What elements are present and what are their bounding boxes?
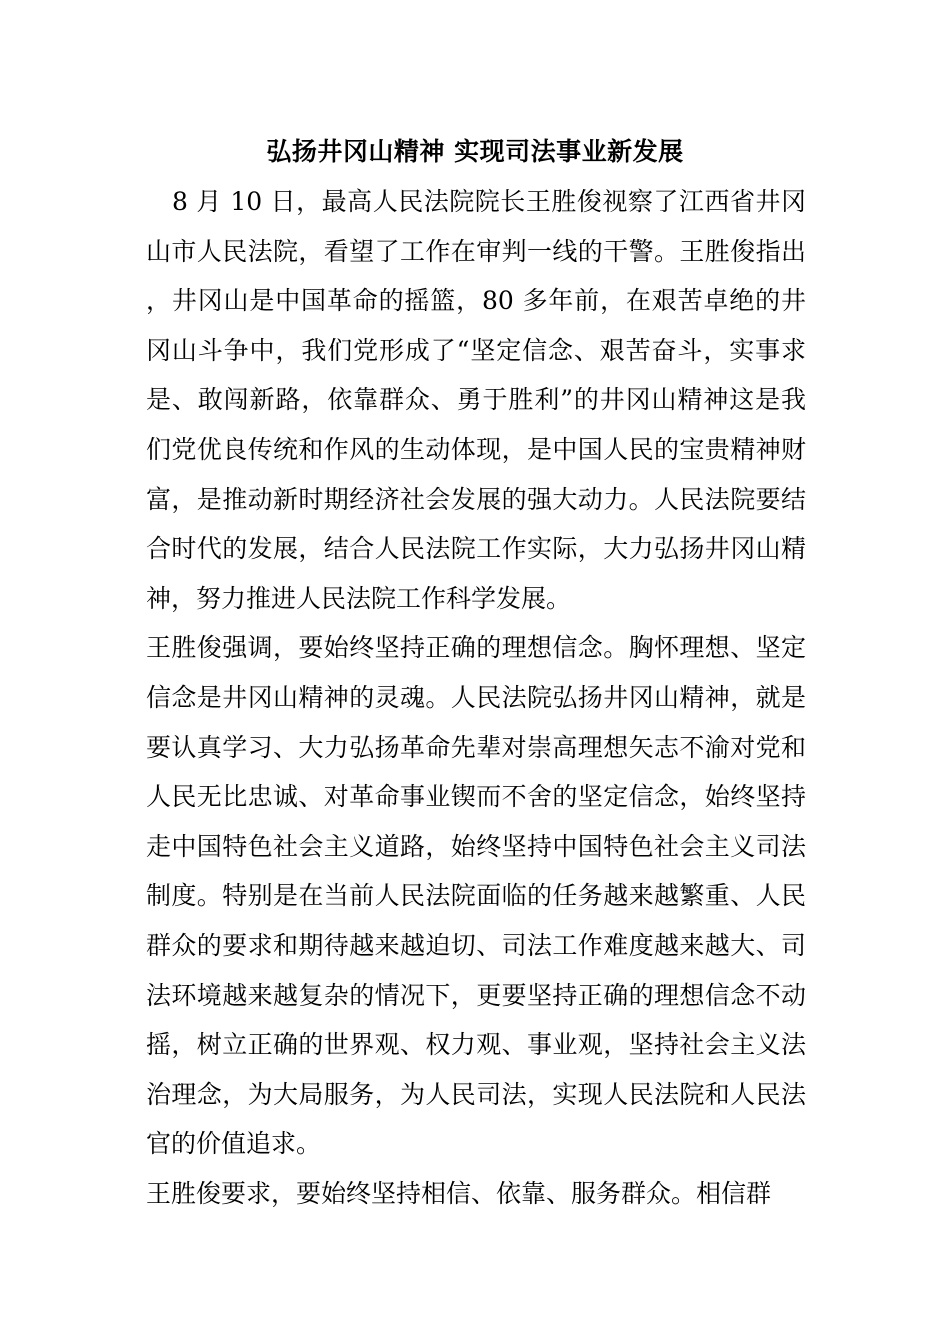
paragraph-1: 8 月 10 日，最高人民法院院长王胜俊视察了江西省井冈山市人民法院，看望了工作在审判一线的干警。王胜俊指出，井冈山是中国革命的摇篮，80 多年前，在艰苦卓绝的井冈山斗争中，我们党形成了“坚定信念、艰苦奋斗，实事求是、敢闯新路，依靠群众、勇于胜利”的井冈山精神这是我们党优良传统和作风的生动体现，是中国人民的宝贵精神财富，是推动新时期经济社会发展的强大动力。人民法院要结合时代的发展，结合人民法院工作实际，大力弘扬井冈山精神，努力推进人民法院工作科学发展。	[146, 187, 806, 613]
paragraph-2: 王胜俊强调，要始终坚持正确的理想信念。胸怀理想、坚定信念是井冈山精神的灵魂。人民法院弘扬井冈山精神，就是要认真学习、大力弘扬革命先辈对崇高理想矢志不渝对党和人民无比忠诚、对革命事业锲而不舍的坚定信念，始终坚持走中国特色社会主义道路，始终坚持中国特色社会主义司法制度。特别是在当前人民法院面临的任务越来越繁重、人民群众的要求和期待越来越迫切、司法工作难度越来越大、司法环境越来越复杂的情况下，更要坚持正确的理想信念不动摇，树立正确的世界观、权力观、事业观，坚持社会主义法治理念，为大局服务，为人民司法，实现人民法院和人民法官的价值追求。	[146, 633, 806, 1159]
document-body	[146, 177, 806, 1218]
document-title: 弘扬井冈山精神 实现司法事业新发展	[266, 137, 684, 166]
paragraph-3: 王胜俊要求，要始终坚持相信、依靠、服务群众。相信群	[146, 1178, 772, 1208]
